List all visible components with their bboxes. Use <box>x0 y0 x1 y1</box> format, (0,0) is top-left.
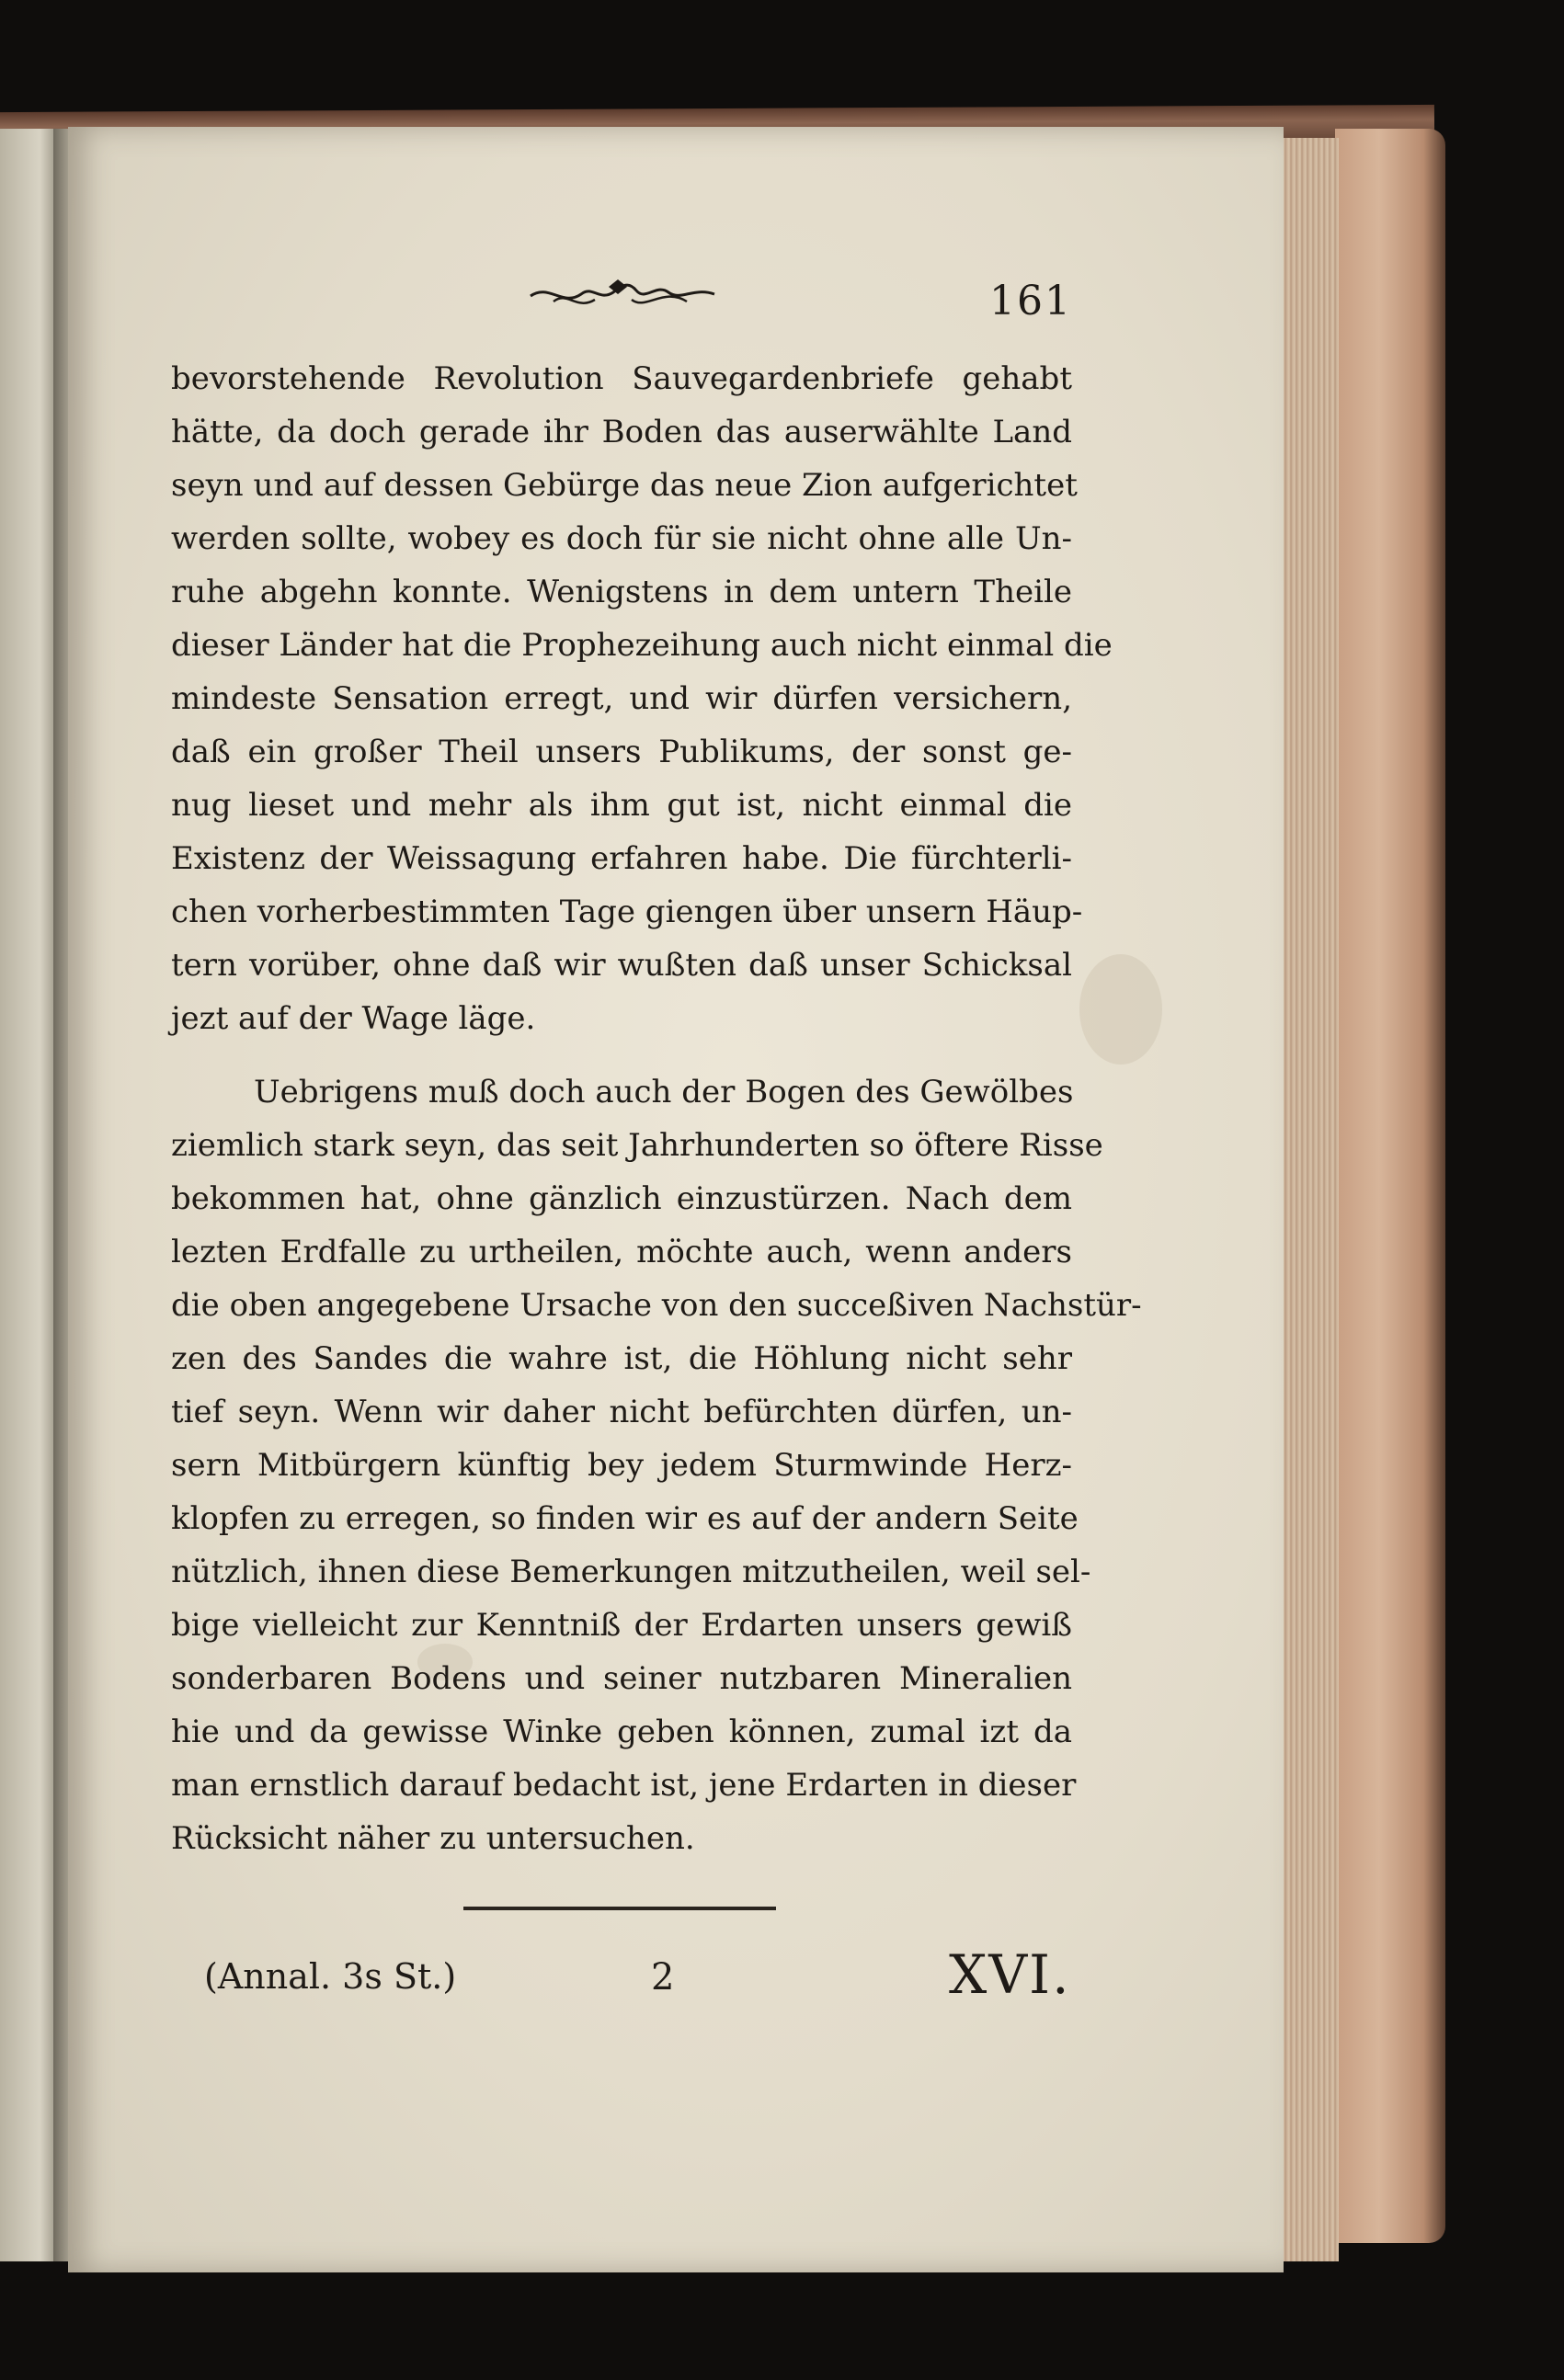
text-line: tief seyn. Wenn wir daher nicht befürchten dürfen, un- <box>171 1394 1072 1430</box>
section-numeral: XVI. <box>949 1943 1071 2006</box>
printer-ornament-icon <box>526 274 719 314</box>
text-line: bevorstehende Revolution Sauvegardenbriefe gehabt <box>171 360 1072 397</box>
text-line: klopfen zu erregen, so finden wir es auf der andern Seite <box>171 1500 1079 1537</box>
text-line: lezten Erdfalle zu urtheilen, möchte auch, wenn anders <box>171 1234 1072 1270</box>
text-line: sonderbaren Bodens und seiner nutzbaren Mineralien <box>171 1660 1072 1697</box>
text-line: dieser Länder hat die Prophezeihung auch nicht einmal die <box>171 627 1113 664</box>
text-line: bekommen hat, ohne gänzlich einzustürzen. Nach dem <box>171 1180 1072 1217</box>
text-line: die oben angegebene Ursache von den succeßiven Nachstür- <box>171 1287 1142 1324</box>
page-number: 161 <box>989 278 1072 325</box>
book-cover-right-edge <box>1335 129 1445 2243</box>
text-line: chen vorherbestimmten Tage giengen über unsern Häup- <box>171 894 1083 930</box>
footer-rule <box>463 1907 776 1910</box>
text-line: man ernstlich darauf bedacht ist, jene Erdarten in dieser <box>171 1767 1077 1804</box>
paper-stain <box>1079 954 1162 1065</box>
page-stack-edge <box>1282 138 1339 2261</box>
text-line: hätte, da doch gerade ihr Boden das auserwählte Land <box>171 414 1072 450</box>
text-line: sern Mitbürgern künftig bey jedem Sturmwinde Herz- <box>171 1447 1072 1484</box>
text-line: zen des Sandes die wahre ist, die Höhlung nicht sehr <box>171 1340 1072 1377</box>
signature-mark: 2 <box>651 1956 675 1999</box>
text-line: Uebrigens muß doch auch der Bogen des Gewölbes <box>254 1074 1074 1110</box>
text-line: tern vorüber, ohne daß wir wußten daß unser Schicksal <box>171 947 1072 984</box>
text-line: ziemlich stark seyn, das seit Jahrhunderten so öftere Risse <box>171 1127 1103 1164</box>
text-line: mindeste Sensation erregt, und wir dürfen versichern, <box>171 680 1072 717</box>
text-line: seyn und auf dessen Gebürge das neue Zion aufgerichtet <box>171 467 1078 504</box>
text-line: daß ein großer Theil unsers Publikums, der sonst ge- <box>171 734 1072 770</box>
text-line: ruhe abgehn konnte. Wenigstens in dem untern Theile <box>171 574 1072 610</box>
text-line: werden sollte, wobey es doch für sie nicht ohne alle Un- <box>171 520 1072 557</box>
text-line: hie und da gewisse Winke geben können, zumal izt da <box>171 1714 1072 1750</box>
text-line: Existenz der Weissagung erfahren habe. Die fürchterli- <box>171 840 1072 877</box>
text-line: nützlich, ihnen diese Bemerkungen mitzutheilen, weil sel- <box>171 1554 1091 1590</box>
text-line: Rücksicht näher zu untersuchen. <box>171 1820 695 1857</box>
previous-page-edge <box>0 129 57 2261</box>
signature-note: (Annal. 3s St.) <box>204 1956 457 1997</box>
text-line: jezt auf der Wage läge. <box>171 1000 536 1037</box>
text-line: nug lieset und mehr als ihm gut ist, nicht einmal die <box>171 787 1072 824</box>
text-line: bige vielleicht zur Kenntniß der Erdarten unsers gewiß <box>171 1607 1072 1644</box>
